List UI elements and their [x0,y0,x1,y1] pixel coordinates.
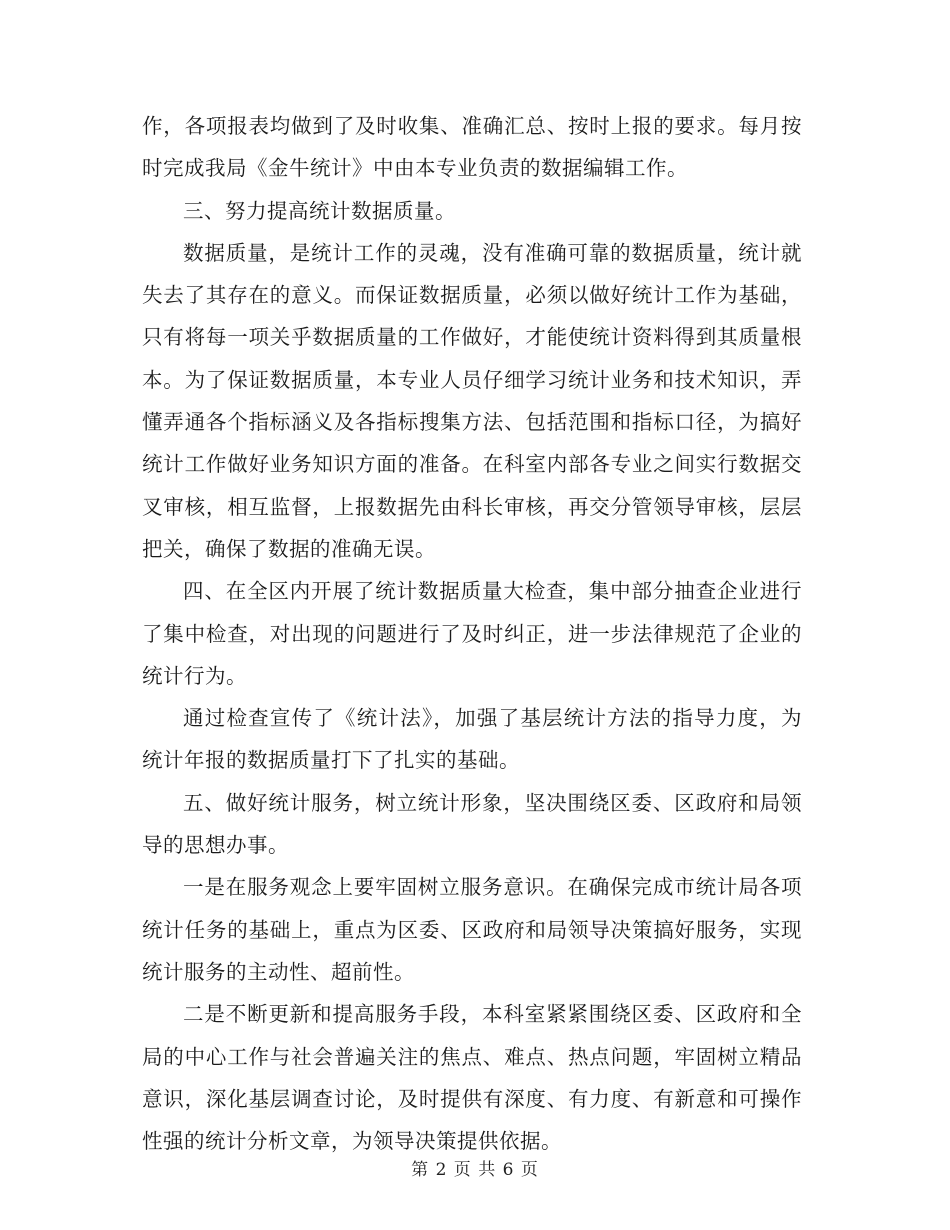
paragraph-service-2: 二是不断更新和提高服务手段，本科室紧紧围绕区委、区政府和全局的中心工作与社会普遍关注的焦点、难点、热点问题，牢固树立精品意识，深化基层调查讨论，及时提供有深度、有力度、有新意和可操作性强的统计分析文章，为领导决策提供依据。 [142,1002,802,1154]
paragraph-service-1: 一是在服务观念上要牢固树立服务意识。在确保完成市统计局各项统计任务的基础上，重点为区委、区政府和局领导决策搞好服务，实现统计服务的主动性、超前性。 [142,875,802,984]
document-body [142,105,802,1162]
paragraph-inspection: 通过检查宣传了《统计法》，加强了基层统计方法的指导力度，为统计年报的数据质量打下了扎实的基础。 [142,706,802,773]
paragraph-data-quality: 数据质量，是统计工作的灵魂，没有准确可靠的数据质量，统计就失去了其存在的意义。而保证数据质量，必须以做好统计工作为基础，只有将每一项关乎数据质量的工作做好，才能使统计资料得到其质量根本。为了保证数据质量，本专业人员仔细学习统计业务和技术知识，弄懂弄通各个指标涵义及各指标搜集方法、包括范围和指标口径，为搞好统计工作做好业务知识方面的准备。在科室内部各专业之间实行数据交叉审核，相互监督，上报数据先由科长审核，再交分管领导审核，层层把关，确保了数据的准确无误。 [142,240,802,561]
section-heading-3: 三、努力提高统计数据质量。 [183,198,456,223]
page-number-footer: 第 2 页 共 6 页 [411,1160,539,1180]
paragraph-continuation: 作，各项报表均做到了及时收集、准确汇总、按时上报的要求。每月按时完成我局《金牛统计》中由本专业负责的数据编辑工作。 [142,114,802,181]
section-heading-5: 五、做好统计服务，树立统计形象，坚决围绕区委、区政府和局领导的思想办事。 [142,790,802,858]
section-heading-4: 四、在全区内开展了统计数据质量大检查，集中部分抽查企业进行了集中检查，对出现的问题进行了及时纠正，进一步法律规范了企业的统计行为。 [142,579,802,688]
